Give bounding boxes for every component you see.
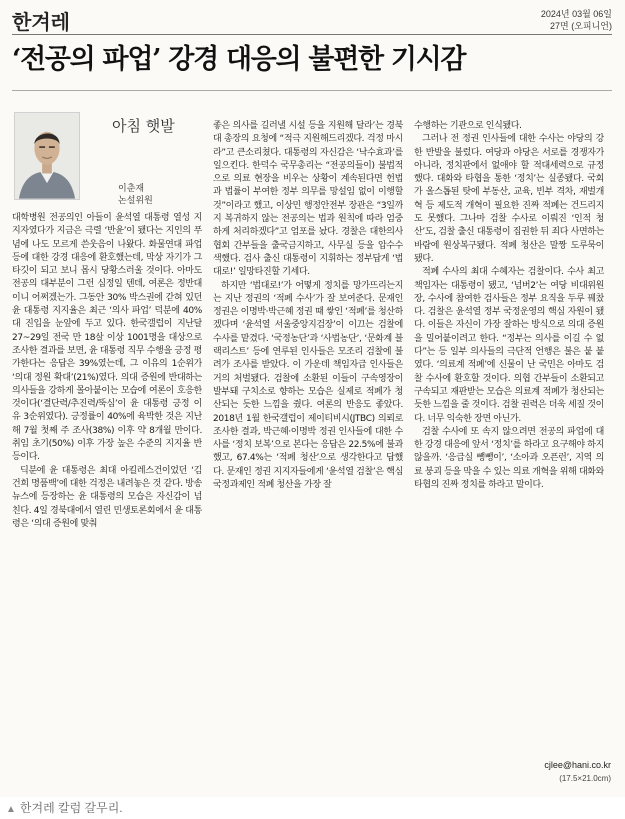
author-email: cjlee@hani.co.kr: [544, 760, 611, 770]
paragraph: 그러나 전 정권 인사들에 대한 수사는 야당의 강한 반발을 불렀다. 여당과 야당은 서로를 경쟁자가 아니라, 정치판에서 없애야 할 적대세력으로 규정했다. 대화와 타협을 통한 ‘정치’는 실종됐다. 국회가 올스톱된 탓에 부동산, 교육, 빈부 격차, 재벌개혁 등 제도적 개혁이 필요한 진짜 적폐는 건드리지도 못했다. 그나마 검찰 수사로 이뤄진 ‘인적 청산’도, 검찰 출신 대통령이 집권한 뒤 죄다 사면하는 바람에 원상복구됐다. 적폐 청산은 말짱 도루묵이 됐다.: [414, 134, 604, 264]
article-column-3: [414, 120, 604, 732]
newspaper-logo: 한겨레: [12, 10, 70, 34]
caption-triangle-icon: ▲: [6, 804, 16, 815]
paragraph: 대학병원 전공의인 아들이 윤석열 대통령 열성 지지자였다가 지금은 극렬 ‘반윤’이 됐다는 지인의 푸념에 나도 모르게 쓴웃음이 나왔다. 화물연대 파업 등에 대한 강경 대응에 환호했는데, 막상 자기가 그 타깃이 되고 보니 몹시 당황스러울 것이다. 아마도 전공의 대부분이 그런 심정일 텐데, 여론은 정반대이니 어쩌겠는가. 그동안 30% 박스권에 갇혀 있던 윤 대통령 지지율은 최근 ‘의사 파업’ 덕분에 40%대 진입을 눈앞에 두고 있다. 한국갤럽이 지난달 27~29일 전국 만 18살 이상 1001명을 대상으로 조사한 결과를 보면, 윤 대통령 직무 수행을 긍정 평가한다는 응답은 39%였는데, 그 이유의 1순위가 ‘의대 정원 확대’(21%)였다. 의대 증원에 반대하는 의사들을 강하게 몰아붙이는 모습에 여론이 호응한 것이다(‘결단력/추진력/뚝심’이 윤 대통령 긍정 이유 3순위였다). 긍정률이 40%에 육박한 것은 지난해 7월 첫째 주 조사(38%) 이후 약 8개월 만이다. 취임 초기(50%) 이후 가장 높은 수준의 지지율 반등이다.: [12, 213, 202, 463]
column-series-name: 아침 햇발: [112, 117, 175, 135]
caption-text: 한겨레 칼럼 갈무리.: [19, 801, 123, 815]
author-portrait-illustration: [15, 113, 79, 199]
article-column-1: [12, 212, 202, 732]
page-number: 27면 (오피니언): [550, 21, 612, 31]
paragraph: 딕분에 윤 대통령은 최대 아킬레스건이었던 ‘김건희 명품백’에 대한 걱정은 내려놓은 것 같다. 방송 뉴스에 등장하는 윤 대통령의 모습은 자신감이 넘친다. 4일 경북대에서 열린 민생토론회에서 윤 대통령은 ‘의대 증원에 맞춰: [12, 465, 202, 529]
clipping-size: (17.5×21.0cm): [559, 774, 611, 783]
image-caption: [6, 799, 123, 817]
paragraph: 검찰 수사에 또 속지 않으려면 전공의 파업에 대한 강경 대응에 앞서 ‘정치’를 하라고 요구해야 하지 않을까. ‘응급실 뺑뺑이’, ‘소아과 오픈런’, 지역 의료 붕괴 등을 막을 수 있는 의료 개혁을 위해 대화와 타협의 진짜 정치를 하라고 말이다.: [414, 426, 604, 491]
article-column-2: [213, 120, 403, 732]
dateline: [541, 8, 612, 32]
masthead: [12, 6, 612, 36]
article-headline: ‘전공의 파업’ 강경 대응의 불편한 기시감: [12, 44, 466, 75]
headline-divider: [12, 90, 612, 91]
publish-date: 2024년 03월 06일: [540, 9, 612, 19]
author-name: 이춘재: [118, 184, 145, 194]
top-divider: [12, 34, 612, 35]
author-photo: [14, 112, 80, 200]
paragraph: 적폐 수사의 최대 수혜자는 검찰이다. 수사 최고책임자는 대통령이 됐고, ‘넘버2’는 여당 비대위원장, 수사에 참여한 검사들은 정부 요직을 두루 꿰찼다. 검찰은 윤석열 정부 국정운영의 핵심 자원이 됐다. 이들은 자신이 가장 잘하는 방식으로 의대 증원을 밀어붙이려고 한다. “정부는 의사를 이길 수 없다”는 등 일부 의사들의 극단적 언행은 불은 붙 붙였다. ‘의료계 적폐’에 신물이 난 국민은 아마도 검찰 수사에 환호할 것이다. 의협 간부들이 소환되고 구속되고 재판받는 모습은 의료계 적폐가 청산되는 듯한 느낌을 줄 것이다. 검찰 권력은 더욱 세질 것이다. 너무 익숙한 장면 아닌가.: [414, 267, 604, 424]
author-title: 논설위원: [118, 196, 153, 206]
byline: [118, 183, 153, 207]
paragraph: 좋은 의사를 길러낼 시설 등을 지원해 달라’는 경북대 총장의 요청에 “적극 지원해드리겠다. 걱정 마시라”고 큰소리쳤다. 대통령의 자신감은 ‘낙수효과’를 일으킨다. 한덕수 국무총리는 “전공의들이) 불법적으로 의료 현장을 비우는 상황이 계속된다면 헌법과 법률이 부여한 정부 의무를 망설임 없이 이행할 것”이라고 했고, 이상민 행정안전부 장관은 “3일까지 복귀하지 않는 전공의는 법과 원칙에 따라 엄중하게 처리하겠다”고 엄포를 놨다. 경찰은 대한의사협회 간부들을 출국금지하고, 사무실 등을 압수수색했다. 검사 출신 대통령이 지휘하는 정부답게 ‘법대로!’ 일망타진할 기세다.: [213, 121, 403, 278]
paragraph: 수행하는 기관으로 인식됐다.: [414, 121, 522, 131]
paragraph: 하지만 ‘법대로!’가 어떻게 정치를 망가뜨리는지는 지난 정권의 ‘적폐 수사’가 잘 보여준다. 문재인 정권은 이명박·박근혜 정권 때 쌓인 ‘적폐’를 청산하겠다며 ‘윤석열 서울중앙지검장’이 이끄는 검찰에 수사를 맡겼다. ‘국정농단’과 ‘사법농단’, ‘문화계 블랙리스트’ 등에 연루된 인사들은 모조리 검찰에 불려가 조사를 받았다. 이 가운데 책임자급 인사들은 거의 처벌됐다. 검찰에 소환된 이들이 구속영장이 발부돼 구치소로 향하는 모습은 실제로 적폐가 청산되는 듯한 느낌을 줬다. 여론의 반응도 좋았다. 2018년 1월 한국갤럽이 제이티비시(JTBC) 의뢰로 조사한 결과, 박근혜·이명박 정권 인사들에 대한 수사를 ‘정치 보복’으로 본다는 응답은 22.5%에 불과했고, 67.4%는 ‘적폐 청산’으로 생각한다고 답했다. 문재인 정권 지지자들에게 ‘윤석열 검찰’은 핵심 국정과제인 적폐 청산을 가장 잘: [213, 280, 403, 491]
